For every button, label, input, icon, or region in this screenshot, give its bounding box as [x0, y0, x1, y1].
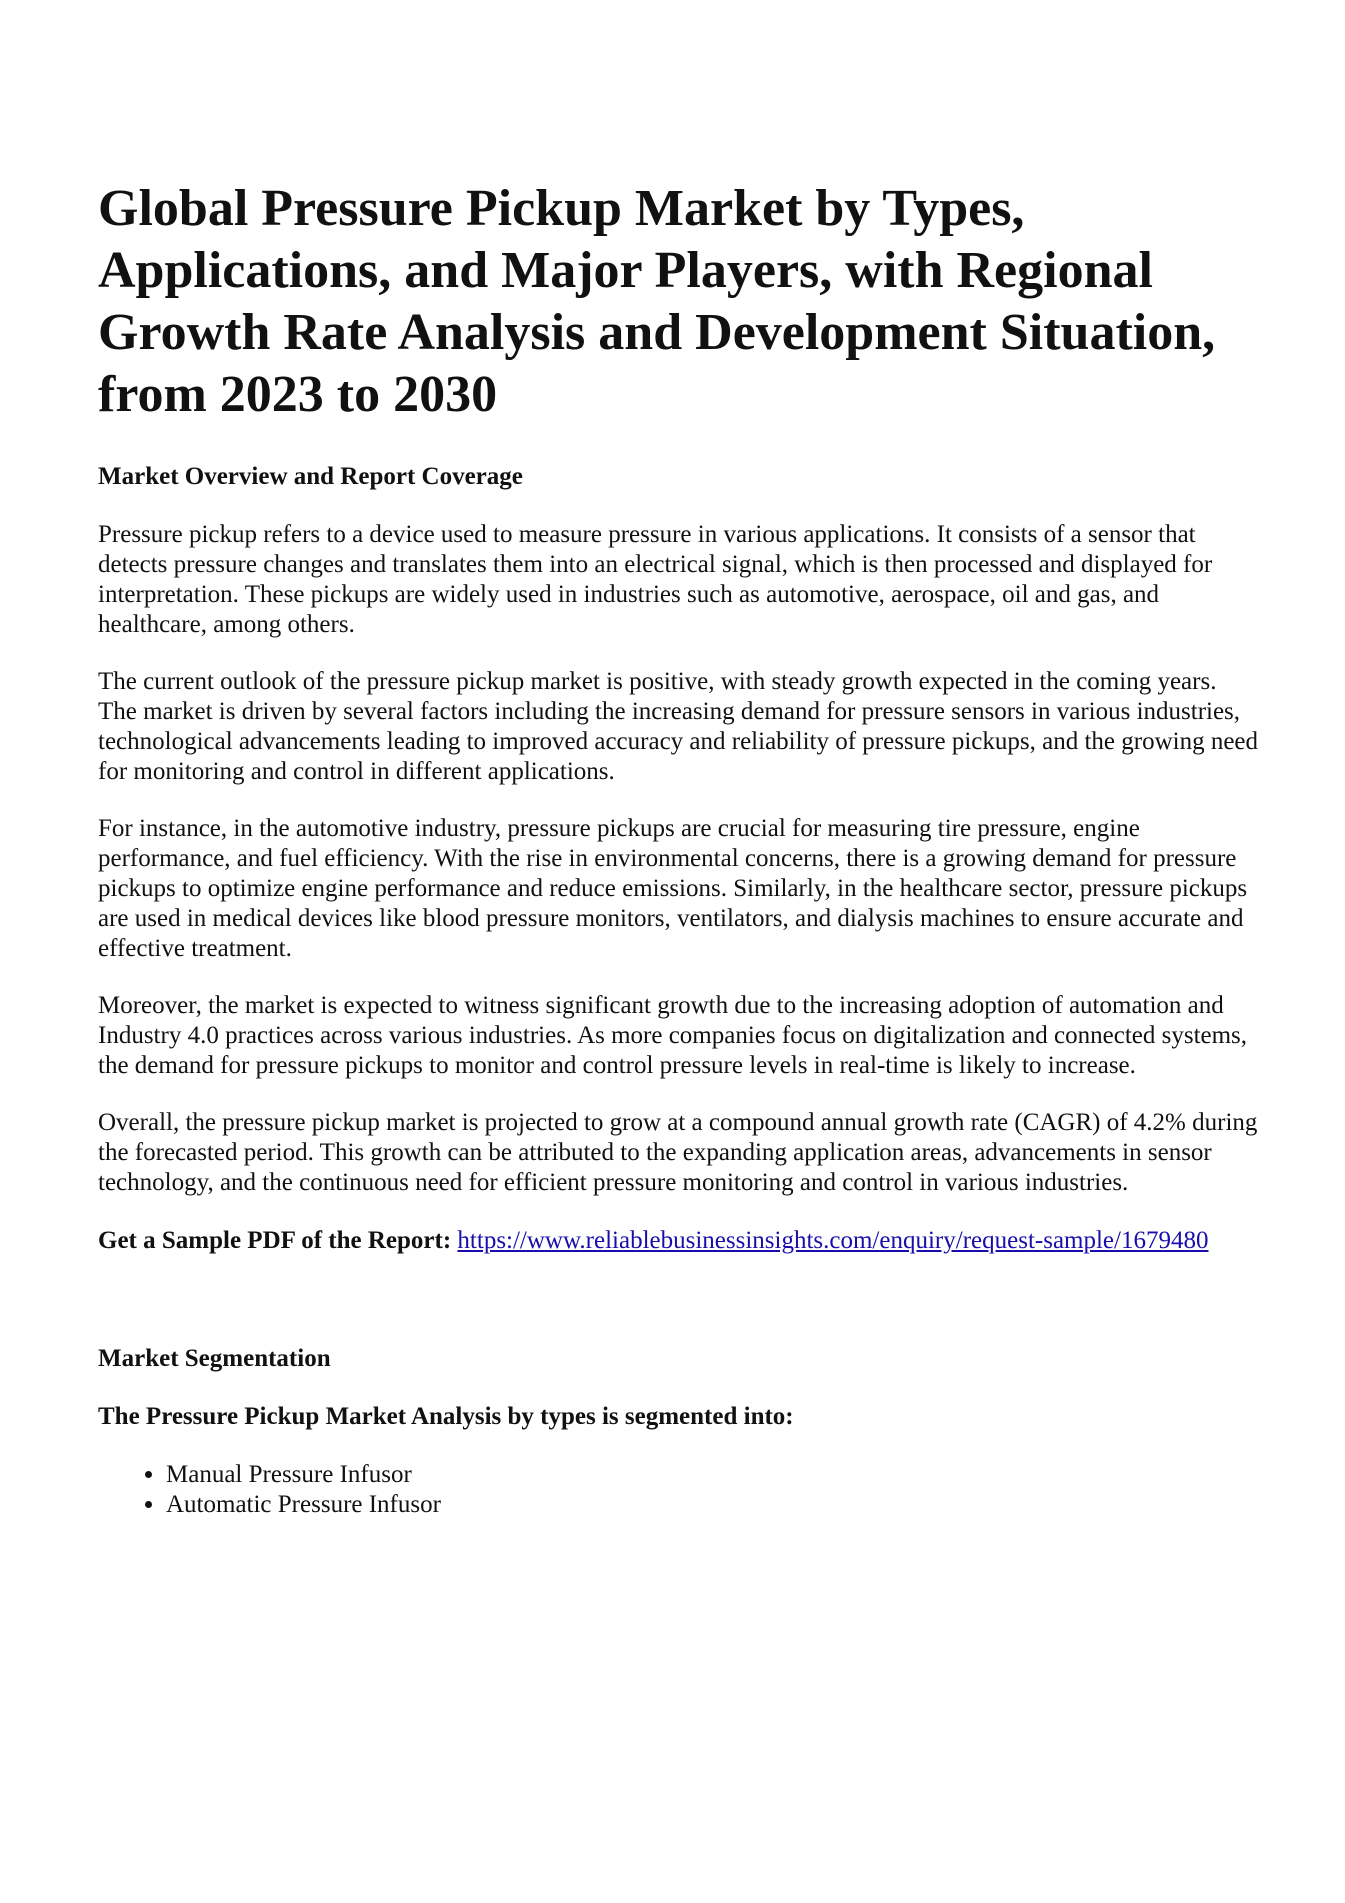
paragraph-1: Pressure pickup refers to a device used to measure pressure in various applications. It consists of a sensor that detects pressure changes and translates them into an electrical signal, which is then processed and displayed for interpretation. These pickups are widely used in industries such as automotive, aerospace, oil and gas, and healthcare, among others. [98, 521, 1213, 638]
list-item: • Manual Pressure Infusor [166, 1460, 1258, 1490]
types-list [98, 1460, 1258, 1520]
overview-heading: Market Overview and Report Coverage [98, 463, 523, 490]
sample-pdf-link[interactable]: https://www.reliablebusinessinsights.com/enquiry/request-sample/1679480 [457, 1227, 1209, 1254]
sample-pdf-line [98, 1226, 1258, 1256]
types-heading: The Pressure Pickup Market Analysis by types is segmented into: [98, 1403, 794, 1430]
list-item: • Automatic Pressure Infusor [166, 1490, 1258, 1520]
paragraph-3: For instance, in the automotive industry, pressure pickups are crucial for measuring tire pressure, engine performance, and fuel efficiency. With the rise in environmental concerns, there is a growing demand for pressure pickups to optimize engine performance and reduce emissions. Similarly, in the healthcare sector, pressure pickups are used in medical devices like blood pressure monitors, ventilators, and dialysis machines to ensure accurate and effective treatment. [98, 815, 1248, 962]
sample-pdf-label: Get a Sample PDF of the Report: [98, 1227, 452, 1254]
paragraph-2: The current outlook of the pressure pickup market is positive, with steady growth expected in the coming years. The market is driven by several factors including the increasing demand for pressure sensors in various industries, technological advancements leading to improved accuracy and reliability of pressure pickups, and the growing need for monitoring and control in different applications. [98, 668, 1259, 785]
paragraph-5: Overall, the pressure pickup market is projected to grow at a compound annual growth rate (CAGR) of 4.2% during the forecasted period. This growth can be attributed to the expanding application areas, advancements in sensor technology, and the continuous need for efficient pressure monitoring and control in various industries. [98, 1109, 1258, 1196]
segmentation-heading: Market Segmentation [98, 1345, 331, 1372]
paragraph-4: Moreover, the market is expected to witness significant growth due to the increasing adoption of automation and Industry 4.0 practices across various industries. As more companies focus on digitalization and connected systems, the demand for pressure pickups to monitor and control pressure levels in real-time is likely to increase. [98, 992, 1248, 1079]
document-page [98, 178, 1258, 1520]
document-title: Global Pressure Pickup Market by Types, Applications, and Major Players, with Regional Growth Rate Analysis and Development Situation, from 2023 to 2030 [98, 180, 1216, 423]
